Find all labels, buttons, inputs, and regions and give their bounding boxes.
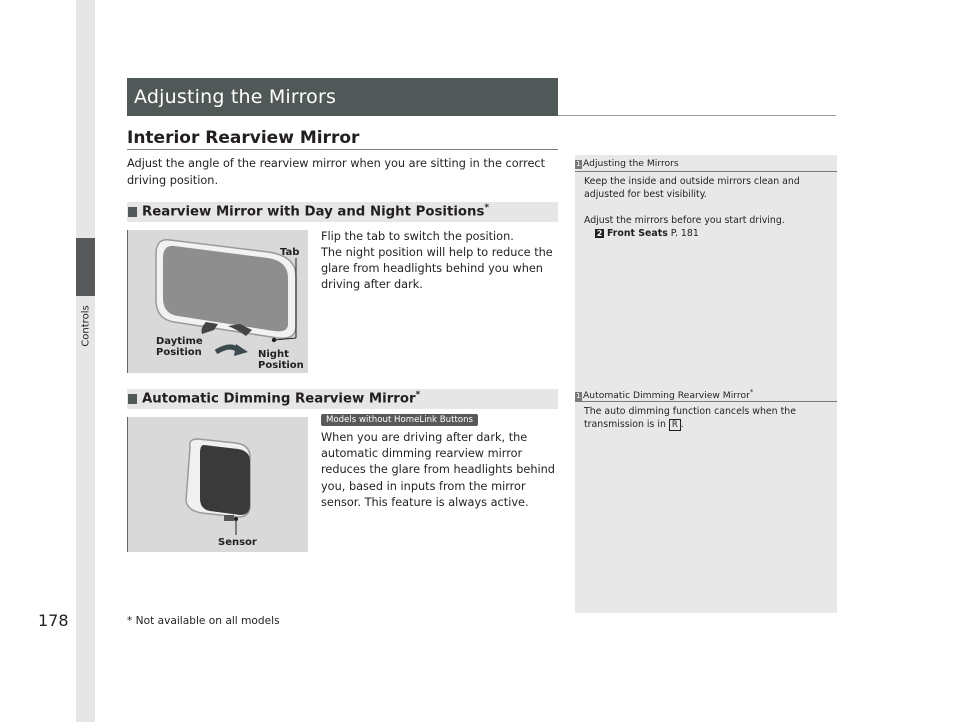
callout-night-line1: Night [258, 349, 289, 360]
section-heading: Interior Rearview Mirror [127, 128, 360, 148]
side-section-tab [76, 238, 95, 296]
note-rule [575, 171, 837, 172]
subsection-heading-text: Automatic Dimming Rearview Mirror [142, 391, 416, 407]
note-cross-reference[interactable] [595, 227, 835, 240]
callout-sensor: Sensor [218, 537, 257, 548]
title-rule [558, 115, 836, 116]
cross-reference-label: Front Seats [607, 228, 668, 239]
auto-dimming-mirror-icon [128, 417, 308, 552]
subsection-heading-day-night [127, 202, 558, 222]
note-heading-auto-dimming [575, 388, 837, 401]
gear-r-icon: R [669, 419, 681, 431]
footnote-star: * [749, 388, 754, 396]
footnote-star: * [415, 390, 421, 400]
page-number: 178 [38, 611, 69, 630]
intro-paragraph: Adjust the angle of the rearview mirror when you are sitting in the correct driving position. [127, 157, 546, 187]
auto-dimming-body: When you are driving after dark, the automatic dimming rearview mirror reduces the glare from headlights behind you, based in inputs from the mirror sensor. This feature is always active. [321, 431, 555, 509]
note-number-icon: 1 [576, 392, 581, 401]
callout-night-line2: Position [258, 360, 304, 371]
square-bullet-icon [128, 207, 137, 217]
note-heading-adjusting-mirrors [575, 158, 837, 169]
square-bullet-icon [128, 394, 137, 404]
note-rule [575, 401, 837, 402]
section-heading-rule [127, 149, 558, 150]
subsection-heading-text: Rearview Mirror with Day and Night Positions [142, 204, 485, 220]
side-section-label: Controls [80, 305, 92, 347]
cross-reference-page: P. 181 [667, 228, 699, 239]
note-text: . [680, 419, 684, 430]
day-night-body-line2: The night position will help to reduce the glare from headlights behind you when driving after dark. [321, 246, 553, 292]
footnote-star: * [484, 203, 490, 213]
page-title: Adjusting the Mirrors [134, 86, 337, 108]
note-heading-text: Adjusting the Mirrors [583, 158, 679, 169]
note-paragraph: Keep the inside and outside mirrors clean and adjusted for best visibility. [584, 176, 800, 200]
note-text: The auto dimming function cancels when the transmission is in [584, 406, 796, 430]
callout-daytime-line2: Position [156, 347, 202, 358]
day-night-mirror-illustration [127, 230, 308, 373]
note-number-icon: 1 [576, 160, 581, 168]
note-paragraph: Adjust the mirrors before you start driving. [584, 215, 785, 226]
callout-daytime-line1: Daytime [156, 336, 203, 347]
day-night-body-line1: Flip the tab to switch the position. [321, 230, 514, 243]
note-heading-text: Automatic Dimming Rearview Mirror [583, 390, 750, 402]
side-strip [76, 0, 95, 722]
callout-tab: Tab [280, 247, 300, 258]
cross-reference-arrow-icon: 2 [596, 229, 603, 238]
note-paragraph [584, 405, 824, 431]
notes-panel [575, 155, 837, 613]
auto-dimming-mirror-illustration [127, 417, 308, 552]
model-badge: Models without HomeLink Buttons [321, 414, 478, 426]
footnote: * Not available on all models [127, 615, 280, 627]
subsection-heading-auto-dimming [127, 389, 558, 409]
